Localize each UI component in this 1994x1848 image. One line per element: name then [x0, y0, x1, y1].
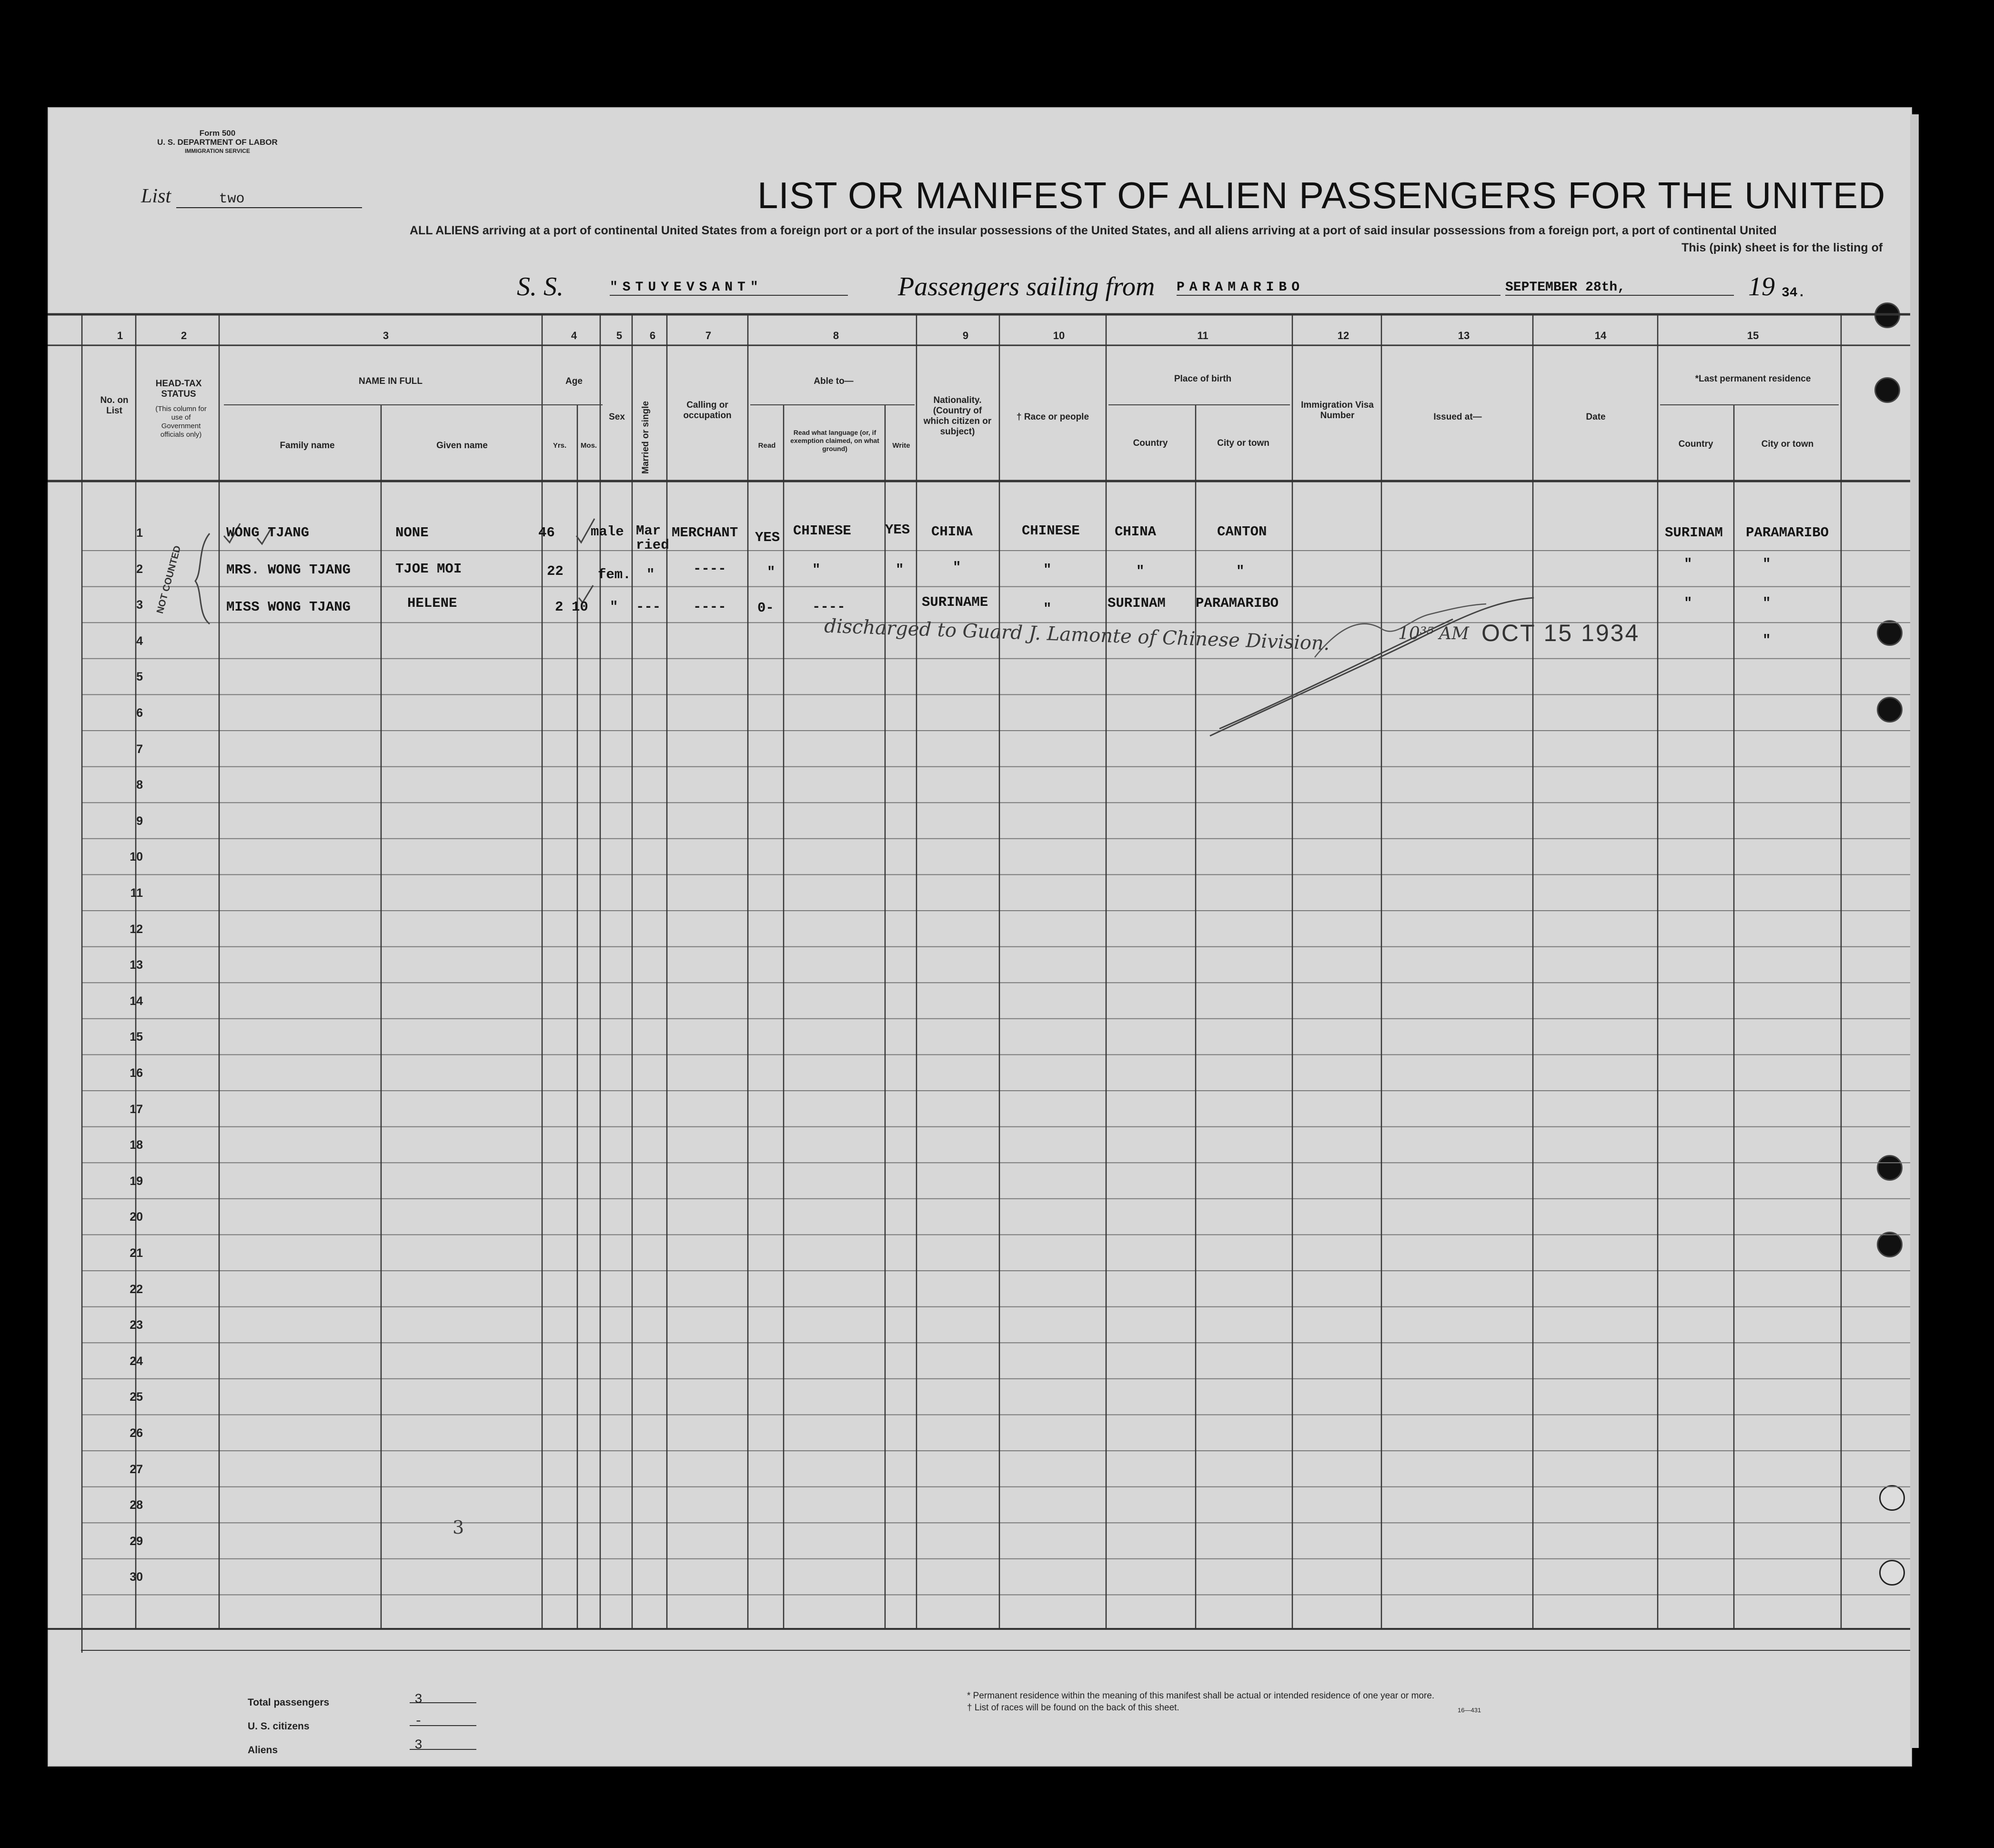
p1-res-city: PARAMARIBO: [1746, 525, 1829, 541]
col-number: 7: [705, 330, 712, 341]
departure-date: SEPTEMBER 28th,: [1505, 280, 1734, 296]
header-head-tax-note: (This column for use of Government officials only): [155, 405, 207, 439]
p3-age: 2: [555, 599, 564, 615]
page-mark: 3: [453, 1517, 464, 1538]
p1-age: 46: [538, 525, 555, 541]
header-able-to: Able to—: [814, 376, 854, 386]
row-number: 3: [136, 598, 143, 612]
header-race: † Race or people: [1016, 412, 1089, 422]
p1-birth-city: CANTON: [1217, 524, 1267, 540]
row-number: 15: [130, 1030, 143, 1044]
header-date: Date: [1586, 412, 1606, 422]
p3-married: ---: [636, 599, 661, 615]
p3-family: MISS WONG TJANG: [226, 599, 351, 615]
col-number: 15: [1747, 330, 1759, 341]
form-code: 16—431: [1458, 1707, 1481, 1714]
p2-race: ": [1043, 562, 1052, 578]
p1-birth-country: CHINA: [1115, 524, 1157, 540]
total-passengers-label: Total passengers: [248, 1697, 330, 1708]
p1-read: YES: [755, 530, 780, 545]
total-passengers-value: 3: [414, 1692, 423, 1707]
col-number: 10: [1053, 330, 1065, 341]
col-number: 9: [962, 330, 969, 341]
p1-write: YES: [885, 522, 910, 538]
p1-res-country: SURINAM: [1665, 525, 1723, 541]
aliens-value: 3: [414, 1738, 423, 1753]
row-number: 18: [130, 1138, 143, 1152]
row-number: 23: [130, 1318, 143, 1332]
col-number: 5: [616, 330, 623, 341]
ship-name: "STUYEVSANT": [610, 280, 848, 296]
p3-birth-country: SURINAM: [1108, 595, 1166, 611]
col-number: 13: [1458, 330, 1470, 341]
list-label: List: [141, 185, 171, 207]
row-number: 30: [130, 1570, 143, 1584]
p3-res-country: ": [1684, 595, 1692, 611]
row-number: 6: [136, 706, 143, 720]
p2-occupation: ----: [693, 561, 726, 577]
p2-family: MRS. WONG TJANG: [226, 562, 351, 578]
row-number: 28: [130, 1498, 143, 1512]
p2-given: TJOE MOI: [395, 561, 462, 577]
row-number: 5: [136, 670, 143, 684]
p2-res-country: ": [1684, 556, 1692, 572]
p1-given: NONE: [395, 525, 429, 541]
year-suffix: 34.: [1782, 286, 1806, 301]
list-value: two: [176, 191, 362, 208]
row-number: 19: [130, 1174, 143, 1188]
row-number: 12: [130, 922, 143, 936]
header-last-residence: *Last permanent residence: [1695, 374, 1811, 384]
row-number: 14: [130, 994, 143, 1008]
date-stamp: OCT 15 1934: [1481, 620, 1640, 646]
header-age: Age: [565, 376, 583, 386]
p1-family: WONG TJANG: [226, 525, 310, 541]
p3-occupation: ----: [693, 599, 726, 615]
col-number: 3: [383, 330, 389, 341]
row-number: 17: [130, 1102, 143, 1116]
manifest-subtitle: ALL ALIENS arriving at a port of continental United States from a foreign port or a port of the insular possessions of the United States, and all aliens arriving at a port of said insular possessions from a foreign port, a port of continental United: [410, 224, 1777, 237]
header-read-language: Read what language (or, if exemption claimed, on what ground): [790, 429, 879, 452]
row-number: 2: [136, 562, 143, 576]
p3-given: HELENE: [407, 595, 457, 611]
row-number: 24: [130, 1354, 143, 1368]
p2-age: 22: [547, 563, 564, 579]
header-res-country: Country: [1678, 439, 1713, 449]
header-res-city: City or town: [1761, 439, 1814, 449]
p3-sex: ": [610, 599, 618, 615]
p3-read: 0-: [757, 600, 774, 616]
row-number: 27: [130, 1462, 143, 1476]
header-mos: Mos.: [580, 442, 597, 450]
form-department: U. S. DEPARTMENT OF LABOR: [157, 138, 278, 147]
p1-nationality: CHINA: [931, 524, 973, 540]
p3-res-city: ": [1762, 595, 1771, 611]
row-number: 22: [130, 1282, 143, 1296]
p2-language: ": [812, 562, 821, 578]
p1-race: CHINESE: [1022, 523, 1080, 539]
col-number: 11: [1197, 330, 1208, 341]
discharge-time: 10³⁵ AM: [1398, 624, 1469, 643]
manifest-title: LIST OR MANIFEST OF ALIEN PASSENGERS FOR THE UNITED: [757, 174, 1886, 216]
p1-occupation: MERCHANT: [672, 525, 738, 541]
header-issued-at: Issued at—: [1433, 412, 1482, 422]
col-number: 1: [117, 330, 123, 341]
p3-months: 10: [572, 599, 588, 615]
not-counted-stamp: NOT COUNTED: [155, 544, 183, 615]
p2-married: ": [646, 567, 655, 583]
p2-sex: fem.: [598, 567, 631, 583]
p2-birth-country: ": [1136, 563, 1145, 579]
sailing-label: Passengers sailing from: [898, 272, 1155, 301]
p2-write: ": [896, 562, 904, 578]
col-number: 2: [181, 330, 187, 341]
row-number: 1: [136, 526, 143, 540]
col-number: 12: [1337, 330, 1349, 341]
p2-res-city: ": [1762, 556, 1771, 572]
row-number: 10: [130, 850, 143, 864]
p2-nationality: ": [953, 560, 961, 575]
p2-read: ": [767, 564, 775, 580]
row-number: 4: [136, 634, 143, 648]
form-service: IMMIGRATION SERVICE: [184, 148, 250, 154]
header-name-in-full: NAME IN FULL: [358, 376, 423, 386]
p1-married-2: ried: [636, 537, 669, 553]
footnote-races: † List of races will be found on the back of this sheet.: [967, 1703, 1179, 1713]
row-number: 26: [130, 1426, 143, 1440]
col-number: 4: [571, 330, 577, 341]
discharge-note: discharged to Guard J. Lamonte of Chinese Division.: [824, 615, 1330, 655]
footnote-residence: * Permanent residence within the meaning of this manifest shall be actual or intended residence of one year or more.: [967, 1691, 1435, 1701]
ss-label: S. S.: [517, 272, 564, 301]
row-number: 7: [136, 742, 143, 756]
row-number: 9: [136, 814, 143, 828]
header-visa: Immigration Visa Number: [1301, 400, 1374, 421]
row-number: 21: [130, 1246, 143, 1260]
header-married: Married or single: [641, 401, 651, 474]
us-citizens-label: U. S. citizens: [248, 1721, 310, 1732]
manifest-subtitle-2: This (pink) sheet is for the listing of: [1682, 241, 1883, 254]
header-calling: Calling or occupation: [683, 400, 732, 421]
year-prefix: 19: [1748, 272, 1775, 301]
header-sex: Sex: [609, 412, 625, 422]
p1-married: Mar: [636, 523, 661, 539]
header-read: Read: [758, 442, 776, 450]
row-number: 20: [130, 1210, 143, 1224]
header-place-of-birth: Place of birth: [1174, 374, 1232, 384]
header-birth-country: Country: [1133, 438, 1168, 448]
row-number: 29: [130, 1534, 143, 1548]
header-birth-city: City or town: [1217, 438, 1269, 448]
row-number: 13: [130, 958, 143, 972]
header-write: Write: [892, 442, 910, 450]
p3-language: ----: [812, 599, 846, 615]
header-yrs: Yrs.: [553, 442, 567, 450]
header-head-tax: HEAD-TAX STATUS: [155, 379, 202, 399]
us-citizens-value: -: [414, 1714, 423, 1729]
p3-birth-city: PARAMARIBO: [1196, 595, 1279, 611]
row-number: 16: [130, 1066, 143, 1080]
row-number: 25: [130, 1390, 143, 1404]
p1-language: CHINESE: [793, 523, 851, 539]
p1-sex: male: [591, 524, 624, 540]
p3-nationality: SURINAME: [922, 594, 988, 610]
row-number: 8: [136, 778, 143, 792]
col-number: 8: [833, 330, 839, 341]
header-given-name: Given name: [436, 441, 488, 451]
form-number: Form 500: [199, 129, 236, 138]
col-number: 6: [649, 330, 656, 341]
row-number: 11: [130, 886, 143, 900]
p2-birth-city: ": [1236, 563, 1245, 579]
departure-port: PARAMARIBO: [1177, 280, 1501, 296]
row4-res-city: ": [1762, 633, 1771, 648]
header-nationality: Nationality. (Country of which citizen or subject): [923, 395, 992, 437]
p3-race: ": [1043, 601, 1052, 617]
col-number: 14: [1594, 330, 1607, 341]
header-family-name: Family name: [280, 441, 335, 451]
aliens-label: Aliens: [248, 1745, 278, 1756]
header-no-on-list: No. on List: [100, 395, 129, 416]
